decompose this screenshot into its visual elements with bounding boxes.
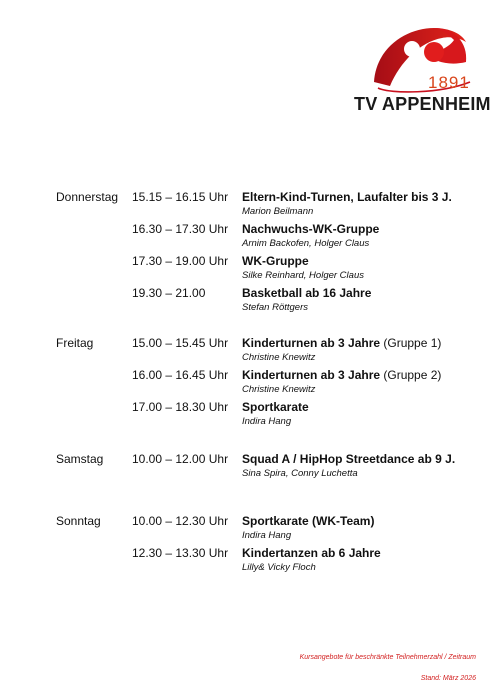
tv-appenheim-logo <box>350 22 491 122</box>
entry-trainer: Indira Hang <box>242 530 292 541</box>
day-block-samstag <box>56 452 476 484</box>
schedule-entry <box>132 286 476 318</box>
day-label: Sonntag <box>56 514 101 528</box>
entry-trainer: Christine Knewitz <box>242 384 316 395</box>
footer-stand: Stand: März 2026 <box>420 675 476 682</box>
entry-time: 15.15 – 16.15 Uhr <box>132 190 229 204</box>
entry-time: 16.30 – 17.30 Uhr <box>132 222 229 236</box>
entry-trainer: Indira Hang <box>242 416 292 427</box>
schedule-entry <box>132 514 476 546</box>
entry-time: 17.00 – 18.30 Uhr <box>132 400 229 414</box>
entry-time: 15.00 – 15.45 Uhr <box>132 336 229 350</box>
footer-note: Kursangebote für beschränkte Teilnehmerzahl / Zeitraum <box>299 654 476 661</box>
day-label: Samstag <box>56 452 104 466</box>
entry-trainer: Silke Reinhard, Holger Claus <box>242 270 364 281</box>
day-label: Freitag <box>56 336 94 350</box>
schedule-entry <box>132 368 476 400</box>
entry-title: Nachwuchs-WK-Gruppe <box>242 222 380 236</box>
day-block-sonntag <box>56 514 476 578</box>
entry-trainer: Marion Beilmann <box>242 206 314 217</box>
entry-trainer: Christine Knewitz <box>242 352 316 363</box>
logo-year: 1891 <box>428 73 470 92</box>
schedule-entry <box>132 222 476 254</box>
entry-time: 10.00 – 12.00 Uhr <box>132 452 229 466</box>
entry-trainer: Lilly& Vicky Floch <box>242 562 316 573</box>
entry-title: Squad A / HipHop Streetdance ab 9 J. <box>242 452 456 466</box>
entry-title: WK-Gruppe <box>242 254 309 268</box>
entry-time: 12.30 – 13.30 Uhr <box>132 546 229 560</box>
entry-title: Kinderturnen ab 3 Jahre (Gruppe 2) <box>242 368 442 382</box>
entry-trainer: Sina Spira, Conny Luchetta <box>242 468 358 479</box>
entry-title: Eltern-Kind-Turnen, Laufalter bis 3 J. <box>242 190 452 204</box>
schedule-entry <box>132 190 476 222</box>
entry-title: Sportkarate <box>242 400 309 414</box>
logo-name: TV APPENHEIM <box>354 94 491 114</box>
entry-title: Sportkarate (WK-Team) <box>242 514 375 528</box>
schedule-entry <box>132 546 476 578</box>
entry-time: 16.00 – 16.45 Uhr <box>132 368 229 382</box>
entry-time: 19.30 – 21.00 <box>132 286 206 300</box>
schedule-entry <box>132 336 476 368</box>
entry-time: 17.30 – 19.00 Uhr <box>132 254 229 268</box>
entry-trainer: Arnim Backofen, Holger Claus <box>242 238 370 249</box>
schedule-entry <box>132 400 476 432</box>
entry-title: Kindertanzen ab 6 Jahre <box>242 546 381 560</box>
schedule-entry <box>132 452 476 484</box>
schedule-entry <box>132 254 476 286</box>
day-block-freitag <box>56 336 476 432</box>
schedule-table <box>56 190 476 578</box>
entry-trainer: Stefan Röttgers <box>242 302 309 313</box>
entry-time: 10.00 – 12.30 Uhr <box>132 514 229 528</box>
day-label: Donnerstag <box>56 190 119 204</box>
entry-title: Kinderturnen ab 3 Jahre (Gruppe 1) <box>242 336 442 350</box>
day-block-donnerstag <box>56 190 476 318</box>
entry-title: Basketball ab 16 Jahre <box>242 286 372 300</box>
